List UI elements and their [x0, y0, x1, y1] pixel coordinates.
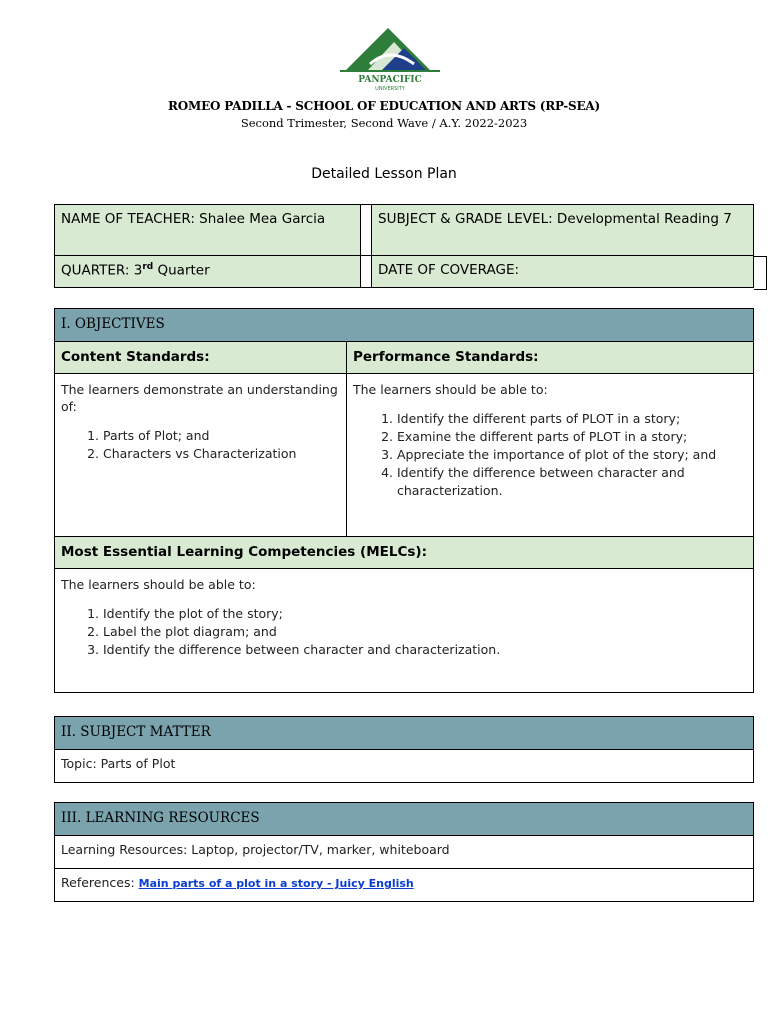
performance-intro: The learners should be able to:: [353, 382, 548, 397]
teacher-name: NAME OF TEACHER: Shalee Mea Garcia: [61, 211, 326, 227]
melc-cell: [55, 569, 754, 693]
content-intro: The learners demonstrate an understanding of:: [61, 382, 338, 414]
performance-standards-cell: [347, 374, 754, 537]
list-item: 2. Label the plot diagram; and: [103, 623, 747, 641]
logo-subtext: UNIVERSITY: [375, 86, 405, 92]
subject-grade: SUBJECT & GRADE LEVEL: Developmental Reading 7: [378, 211, 732, 227]
reference-link[interactable]: Main parts of a plot in a story - Juicy English: [138, 877, 414, 890]
content-standards-label: Content Standards:: [55, 342, 347, 374]
performance-standards-label: Performance Standards:: [347, 342, 754, 374]
learning-resources-heading: III. LEARNING RESOURCES: [55, 803, 754, 836]
university-logo: [330, 24, 450, 94]
quarter-suffix: Quarter: [153, 262, 210, 279]
list-item: 4. Identify the difference between character and characterization.: [397, 464, 747, 500]
logo-text: PANPACIFIC: [358, 75, 422, 85]
content-list: [61, 427, 340, 463]
teacher-name-cell: [55, 205, 361, 256]
list-item: 1. Parts of Plot; and: [103, 427, 340, 445]
melc-intro: The learners should be able to:: [61, 577, 256, 592]
date-coverage: DATE OF COVERAGE:: [378, 262, 520, 278]
references-cell: [55, 869, 754, 902]
performance-list: [353, 410, 747, 500]
list-item: 2. Characters vs Characterization: [103, 445, 340, 463]
table-spacer: [361, 256, 372, 288]
table-spacer: [361, 205, 372, 256]
learning-resources-table: [54, 802, 754, 902]
content-standards-cell: [55, 374, 347, 537]
school-name: ROMEO PADILLA - SCHOOL OF EDUCATION AND ARTS (RP-SEA): [168, 99, 600, 113]
quarter-prefix: QUARTER: 3: [61, 262, 143, 279]
term-line: Second Trimester, Second Wave / A.Y. 2022-2023: [240, 116, 528, 130]
subject-matter-heading: II. SUBJECT MATTER: [55, 717, 754, 750]
list-item: 1. Identify the different parts of PLOT in a story;: [397, 410, 747, 428]
resources-cell: Learning Resources: Laptop, projector/TV, marker, whiteboard: [55, 836, 754, 869]
subject-grade-cell: [372, 205, 754, 256]
teacher-info-table: [54, 204, 754, 288]
document-title: Detailed Lesson Plan: [311, 166, 457, 182]
objectives-heading: I. OBJECTIVES: [55, 309, 754, 342]
melc-label: Most Essential Learning Competencies (MELCs):: [55, 537, 754, 569]
table-edge-cell: [754, 256, 767, 290]
quarter-superscript: rd: [142, 262, 154, 272]
quarter-cell: [55, 256, 361, 288]
objectives-table: [54, 308, 754, 693]
subject-matter-table: [54, 716, 754, 783]
date-coverage-cell: [372, 256, 754, 288]
references-label: References:: [61, 875, 139, 890]
topic-cell: Topic: Parts of Plot: [55, 750, 754, 783]
list-item: 3. Appreciate the importance of plot of the story; and: [397, 446, 747, 464]
melc-list: [61, 605, 747, 659]
list-item: 3. Identify the difference between character and characterization.: [103, 641, 747, 659]
list-item: 1. Identify the plot of the story;: [103, 605, 747, 623]
list-item: 2. Examine the different parts of PLOT in a story;: [397, 428, 747, 446]
